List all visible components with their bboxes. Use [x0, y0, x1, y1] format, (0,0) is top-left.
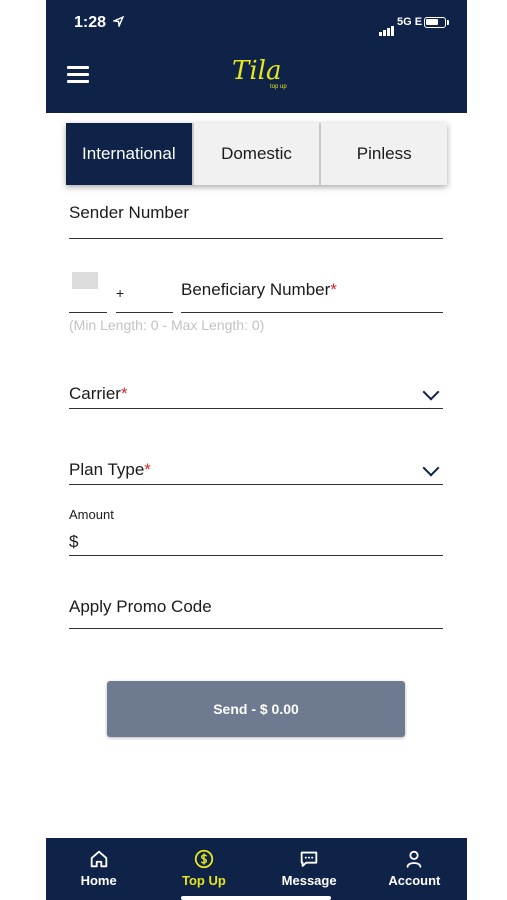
promo-code-label: Apply Promo Code — [69, 597, 212, 616]
send-button[interactable]: Send - $ 0.00 — [107, 681, 405, 737]
length-hint: (Min Length: 0 - Max Length: 0) — [69, 317, 265, 333]
status-time: 1:28 — [74, 14, 107, 31]
location-arrow-icon — [113, 16, 124, 27]
app-header — [46, 0, 467, 113]
country-flag-underline — [69, 312, 107, 313]
bottom-nav — [46, 838, 467, 900]
nav-top-up[interactable] — [151, 838, 256, 900]
promo-code-field[interactable] — [69, 597, 443, 629]
required-asterisk: * — [120, 384, 128, 403]
logo-tagline: top up — [270, 84, 287, 90]
beneficiary-number-label: Beneficiary Number — [181, 280, 331, 299]
plan-type-select[interactable] — [69, 460, 443, 485]
tab-pinless[interactable]: Pinless — [319, 123, 447, 185]
sender-number-field[interactable] — [69, 203, 443, 239]
amount-input[interactable] — [69, 532, 443, 556]
country-flag[interactable] — [72, 272, 98, 289]
tila-logo — [232, 56, 292, 96]
tab-international[interactable]: International — [66, 123, 192, 185]
country-code-field[interactable] — [116, 312, 173, 313]
person-icon — [403, 848, 425, 870]
tab-domestic[interactable]: Domestic — [192, 123, 320, 185]
chevron-down-icon — [423, 384, 440, 401]
logo-wordmark: Tila — [232, 56, 282, 86]
hamburger-menu-icon[interactable] — [67, 66, 89, 84]
top-up-screen — [46, 0, 467, 900]
beneficiary-number-field[interactable] — [181, 280, 443, 313]
nav-top-up-label: Top Up — [181, 873, 226, 888]
cellular-signal-icon — [379, 18, 395, 36]
currency-symbol: $ — [69, 532, 79, 551]
nav-message-label: Message — [281, 873, 337, 888]
network-type-label: 5G E — [397, 16, 423, 28]
nav-message[interactable] — [257, 838, 362, 900]
nav-home-label: Home — [80, 873, 117, 888]
message-icon — [298, 848, 320, 870]
home-indicator — [181, 896, 331, 900]
nav-account-label: Account — [388, 873, 441, 888]
country-code-prefix: + — [116, 285, 125, 301]
plan-type-label: Plan Type — [69, 460, 145, 479]
battery-icon — [424, 17, 446, 28]
dollar-coin-icon — [193, 848, 215, 870]
home-icon — [88, 848, 110, 870]
battery-cap — [447, 20, 449, 25]
sender-number-label: Sender Number — [69, 203, 190, 222]
nav-account[interactable] — [362, 838, 467, 900]
amount-label: Amount — [69, 507, 114, 522]
carrier-select[interactable] — [69, 384, 443, 409]
carrier-label: Carrier — [69, 384, 121, 403]
required-asterisk: * — [330, 280, 337, 299]
service-tabs — [66, 123, 447, 185]
required-asterisk: * — [144, 460, 151, 479]
nav-home[interactable] — [46, 838, 151, 900]
chevron-down-icon — [423, 460, 440, 477]
